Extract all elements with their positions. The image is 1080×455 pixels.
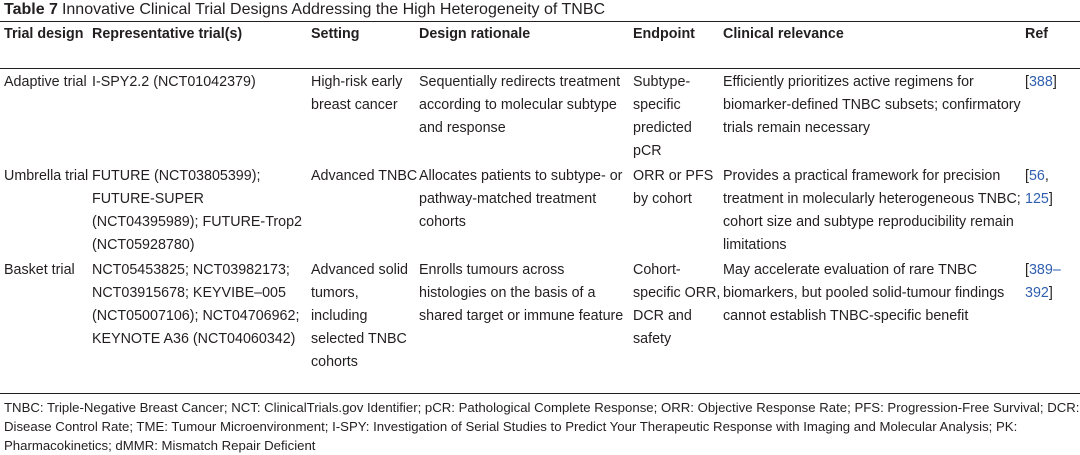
table-header-row <box>0 22 1080 69</box>
cell-representative-trials: NCT05453825; NCT03982173; NCT03915678; KEYVIBE–005 (NCT05007106); NCT04706962; KEYNOTE A36 (NCT04060342) <box>92 262 300 347</box>
table-title: Innovative Clinical Trial Designs Addressing the High Heterogeneity of TNBC <box>61 1 606 18</box>
cell-ref: [388] <box>1025 74 1057 90</box>
cell-representative-trials: I-SPY2.2 (NCT01042379) <box>92 74 256 90</box>
header-representative-trials: Representative trial(s) <box>92 26 243 42</box>
reference-link[interactable]: 56 <box>1028 168 1045 184</box>
table-label: Table 7 <box>4 1 58 18</box>
cell-representative-trials: FUTURE (NCT03805399); FUTURE-SUPER (NCT04395989); FUTURE-Trop2 (NCT05928780) <box>92 168 303 253</box>
cell-clinical-relevance: Efficiently prioritizes active regimens for biomarker-defined TNBC subsets; confirmatory trials remain necessary <box>723 74 1021 136</box>
cell-endpoint: Subtype-specific predicted pCR <box>633 74 692 159</box>
reference-link[interactable]: 389–392 <box>1025 262 1061 301</box>
header-clinical-relevance: Clinical relevance <box>723 26 844 42</box>
cell-endpoint: Cohort-specific ORR, DCR and safety <box>633 262 721 347</box>
trial-designs-table <box>0 22 1080 394</box>
header-setting: Setting <box>311 26 360 42</box>
table-row <box>0 257 1080 394</box>
cell-design-rationale: Allocates patients to subtype- or pathway-matched treatment cohorts <box>419 168 623 230</box>
cell-setting: Advanced solid tumors, including selected TNBC cohorts <box>311 262 408 370</box>
cell-setting: High-risk early breast cancer <box>311 74 403 113</box>
cell-clinical-relevance: Provides a practical framework for precision treatment in molecularly heterogeneous TNBC; cohort size and subtype reproducibility remain limitations <box>723 168 1021 253</box>
cell-endpoint: ORR or PFS by cohort <box>633 168 714 207</box>
cell-trial-design: Umbrella trial <box>4 168 89 184</box>
table-caption <box>4 0 1076 19</box>
cell-setting: Advanced TNBC <box>311 168 418 184</box>
header-ref: Ref <box>1025 26 1049 42</box>
cell-design-rationale: Sequentially redirects treatment according to molecular subtype and response <box>419 74 621 136</box>
table-row <box>0 163 1080 257</box>
cell-ref: [389–392] <box>1025 262 1061 301</box>
cell-ref: [56, 125] <box>1025 168 1053 207</box>
table-row <box>0 69 1080 163</box>
header-endpoint: Endpoint <box>633 26 695 42</box>
reference-link[interactable]: 388 <box>1028 74 1053 90</box>
header-trial-design: Trial design <box>4 26 84 42</box>
header-design-rationale: Design rationale <box>419 26 531 42</box>
cell-clinical-relevance: May accelerate evaluation of rare TNBC biomarkers, but pooled solid-tumour findings cannot establish TNBC-specific benefit <box>723 262 1005 324</box>
reference-link[interactable]: 125 <box>1025 191 1049 207</box>
cell-trial-design: Adaptive trial <box>4 74 87 90</box>
cell-trial-design: Basket trial <box>4 262 75 278</box>
cell-design-rationale: Enrolls tumours across histologies on the basis of a shared target or immune feature <box>419 262 624 324</box>
table-footnote: TNBC: Triple-Negative Breast Cancer; NCT: ClinicalTrials.gov Identifier; pCR: Pathological Complete Response; ORR: Objective Response Rate; PFS: Progression-Free Survival; DCR: Disease Control Rate; TME: Tumour Microenvironment; I-SPY: Investigation of Serial Studies to Predict Your Therapeutic Response with Imaging and Molecular Analysis; PK: Pharmacokinetics; dMMR: Mismatch Repair Deficient <box>4 400 1080 453</box>
